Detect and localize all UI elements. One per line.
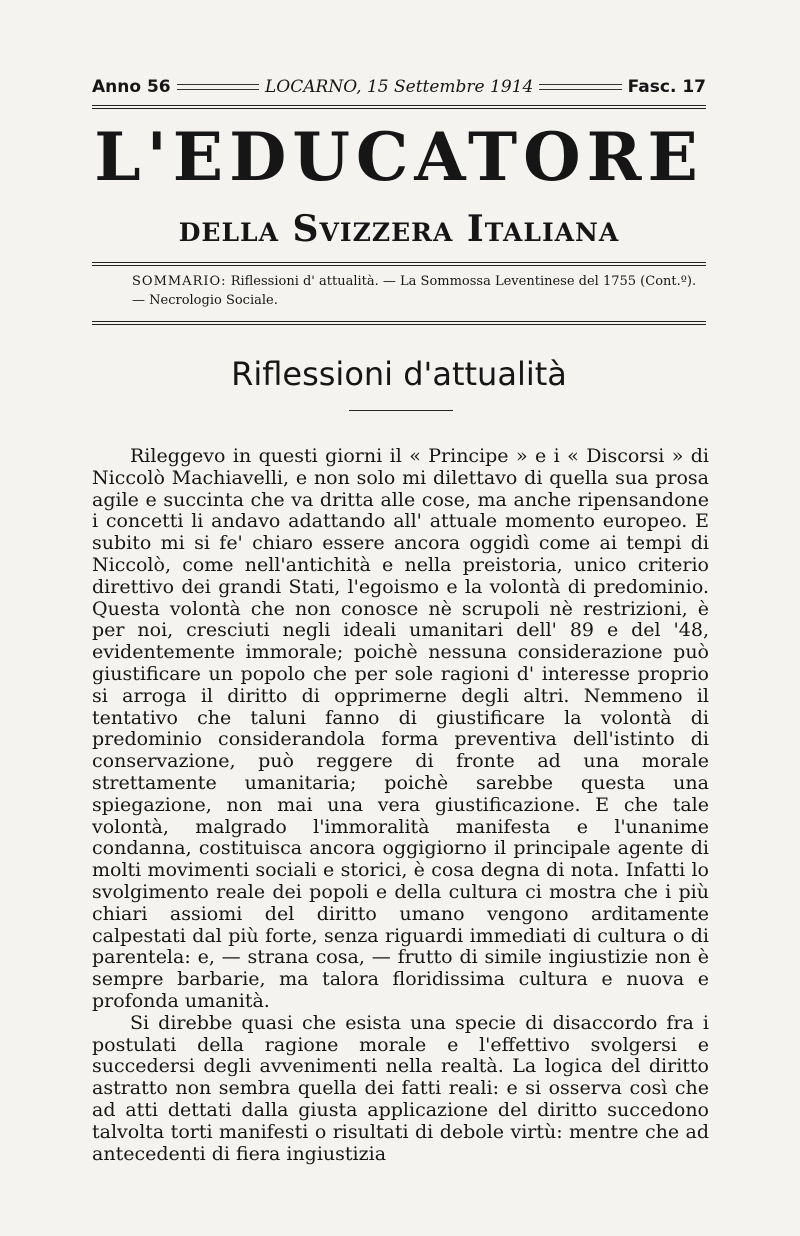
- summary-label: SOMMARIO:: [132, 274, 227, 289]
- header-divider-left: [177, 84, 259, 90]
- issue-header: [92, 74, 706, 100]
- paragraph: Si direbbe quasi che esista una specie di disaccordo fra i postulati della ragione morale e l'effettivo svolgersi e succedersi degli avvenimenti nella realtà. La logica del diritto astratto non sembra quella dei fatti reali: e si osserva così che ad atti dettati dalla giusta applicazione del diritto succedono talvolta torti manifesti o risultati di debole virtù: mentre che ad antecedenti di fiera ingiustizia: [92, 1011, 709, 1165]
- title-underline: [349, 410, 453, 411]
- place-date: LOCARNO, 15 Settembre 1914: [265, 77, 534, 97]
- summary-rule-top-1: [92, 262, 706, 263]
- summary-rule-bottom-2: [92, 324, 706, 325]
- article-body: [92, 446, 709, 1165]
- issue-year: Anno 56: [92, 77, 171, 97]
- header-rule-1: [92, 105, 706, 106]
- summary-text: Riflessioni d' attualità. — La Sommossa Leventinese del 1755 (Cont.º). — Necrologio Sociale.: [132, 274, 697, 308]
- issue-number: Fasc. 17: [627, 77, 706, 97]
- article-title: Riflessioni d'attualità: [231, 355, 567, 393]
- header-rule-2: [92, 108, 706, 109]
- journal-subtitle: della Svizzera Italiana: [178, 208, 620, 250]
- summary-rule-top-2: [92, 265, 706, 266]
- header-divider-right: [539, 84, 621, 90]
- summary-rule-bottom-1: [92, 321, 706, 322]
- paragraph: Rileggevo in questi giorni il « Principe » e i « Discorsi » di Niccolò Machiavelli, e non solo mi dilettavo di quella sua prosa agile e succinta che va dritta alle cose, ma anche ripensandone i concetti li andavo adattando all' attuale momento europeo. E subito mi si fe' chiaro essere ancora oggidì come ai tempi di Niccolò, come nell'antichità e nella preistoria, unico criterio direttivo dei grandi Stati, l'egoismo e la volontà di predominio. Questa volontà che non conosce nè scrupoli nè restrizioni, è per noi, cresciuti negli ideali umanitari dell' 89 e del '48, evidentemente immorale; poichè nessuna considerazione può giustificare un popolo che per sole ragioni d' interesse proprio si arroga il diritto di opprimerne degli altri. Nemmeno il tentativo che taluni fanno di giustificare la volontà di predominio considerandola forma preventiva dell'istinto di conservazione, può reggere di fronte ad una morale strettamente umanitaria; poichè sarebbe questa una spiegazione, non mai una vera giustificazione. E che tale volontà, malgrado l'immoralità manifesta e l'unanime condanna, costituisca ancora oggigiorno il principale agente di molti movimenti sociali e storici, è cosa degna di nota. Infatti lo svolgimento reale dei popoli e della cultura ci mostra che i più chiari assiomi del diritto umano vengono arditamente calpestati dal più forte, senza riguardi immediati di cultura o di parentela: e, — strana cosa, — frutto di simile ingiustizie non è sempre barbarie, ma talora floridissima cultura e nuova e profonda umanità.: [92, 445, 709, 1012]
- journal-title: L'EDUCATORE: [94, 118, 704, 196]
- table-of-contents: [132, 272, 707, 310]
